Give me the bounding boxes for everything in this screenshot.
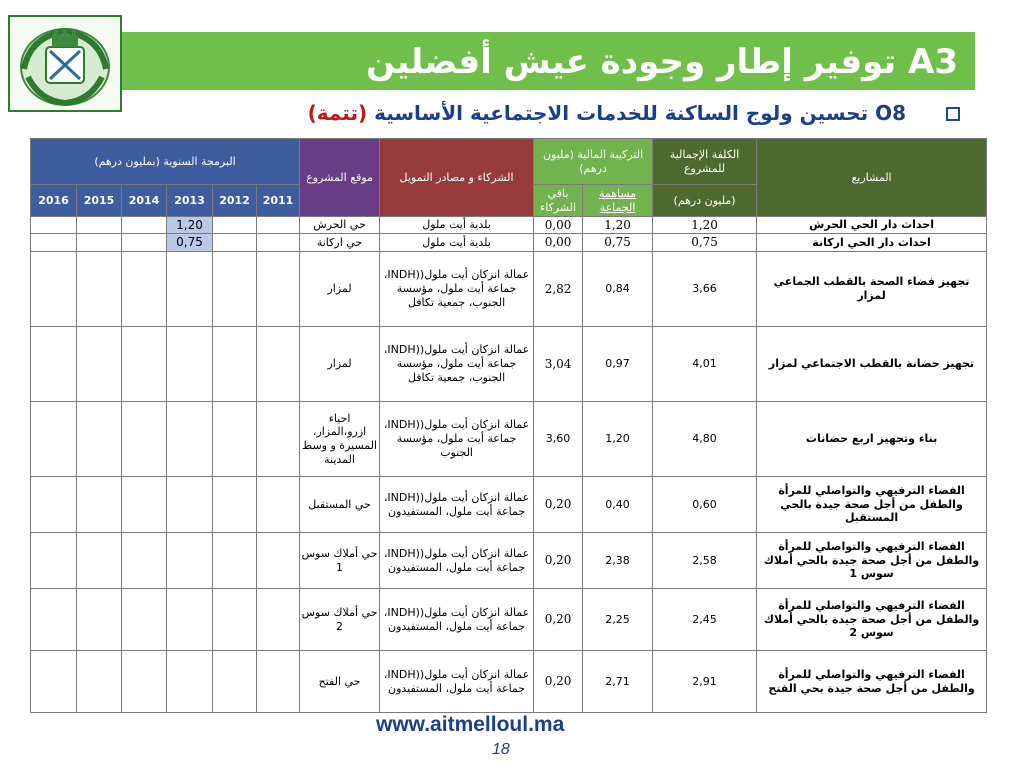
table-row	[31, 402, 987, 477]
cell-project: الفضاء الترفيهي والتواصلي للمرأة والطفل من أجل صحة جيدة بحي الفتح	[757, 651, 987, 713]
table-row	[31, 252, 987, 327]
cell-location: حي أملاك سوس 1	[300, 533, 380, 589]
cell-partners: 0,20	[534, 651, 583, 713]
cell-commune: 1,20	[583, 402, 653, 477]
cell-sources: عمالة انزكان أيت ملول((INDH، جماعة أيت ملول، مؤسسة الجنوب	[380, 402, 534, 477]
cell-location: حي الحرش	[300, 217, 380, 234]
cell-2011	[257, 533, 300, 589]
header-year-2014: 2014	[122, 185, 167, 217]
cell-project: تجهيز حضانة بالقطب الاجتماعي لمزار	[757, 327, 987, 402]
cell-2011	[257, 234, 300, 252]
cell-partners: 0,20	[534, 477, 583, 533]
cell-total: 4,80	[653, 402, 757, 477]
cell-2015	[77, 533, 122, 589]
page-title: A3 توفير إطار وجودة عيش أفضلين	[366, 42, 958, 82]
cell-2016	[31, 217, 77, 234]
cell-location: حي اركانة	[300, 234, 380, 252]
cell-total: 0,75	[653, 234, 757, 252]
cell-2014	[122, 477, 167, 533]
cell-2011	[257, 477, 300, 533]
table-row	[31, 217, 987, 234]
cell-2013	[167, 477, 213, 533]
cell-2011	[257, 651, 300, 713]
cell-sources: عمالة انزكان أيت ملول((INDH، جماعة أيت ملول، المستفيدون	[380, 533, 534, 589]
cell-sources: عمالة انزكان أيت ملول((INDH، جماعة أيت ملول، المستفيدون	[380, 651, 534, 713]
subtitle-main: O8 تحسين ولوج الساكنة للخدمات الاجتماعية الأساسية	[374, 101, 906, 125]
cell-2015	[77, 327, 122, 402]
cell-project: الفضاء الترفيهي والتواصلي للمرأة والطفل من أجل صحة جيدة بالحي أملاك سوس 1	[757, 533, 987, 589]
cell-2011	[257, 327, 300, 402]
header-commune-contrib: مساهمة الجماعة	[583, 185, 653, 217]
cell-2012	[213, 402, 257, 477]
cell-commune: 2,25	[583, 589, 653, 651]
checkbox-bullet-icon	[946, 107, 960, 121]
cell-commune: 2,38	[583, 533, 653, 589]
header-financing: التركيبة المالية (مليون درهم)	[534, 139, 653, 185]
header-programming: البرمجة السنوية (بمليون درهم)	[31, 139, 300, 185]
header-year-2015: 2015	[77, 185, 122, 217]
cell-2012	[213, 533, 257, 589]
cell-project: الفضاء الترفيهي والتواصلي للمرأة والطفل من أجل صحة جيدة بالحي أملاك سوس 2	[757, 589, 987, 651]
cell-2013	[167, 533, 213, 589]
cell-sources: عمالة انزكان أيت ملول((INDH، جماعة أيت ملول، مؤسسة الجنوب، جمعية تكافل	[380, 252, 534, 327]
cell-commune: 1,20	[583, 217, 653, 234]
table-row	[31, 234, 987, 252]
cell-commune: 2,71	[583, 651, 653, 713]
cell-2015	[77, 252, 122, 327]
cell-2016	[31, 589, 77, 651]
cell-commune: 0,75	[583, 234, 653, 252]
section-subtitle	[308, 98, 906, 128]
cell-total: 2,91	[653, 651, 757, 713]
cell-2016	[31, 477, 77, 533]
cell-2012	[213, 217, 257, 234]
cell-project: بناء وتجهيز اربع حضانات	[757, 402, 987, 477]
cell-2014	[122, 402, 167, 477]
header-total-cost-unit: (مليون درهم)	[653, 185, 757, 217]
cell-location: حي الفتح	[300, 651, 380, 713]
cell-2014	[122, 234, 167, 252]
cell-partners: 0,20	[534, 533, 583, 589]
cell-total: 1,20	[653, 217, 757, 234]
cell-2012	[213, 589, 257, 651]
cell-location: احياء ازرو،المزار، المسيرة و وسط المدينة	[300, 402, 380, 477]
cell-sources: عمالة انزكان أيت ملول((INDH، جماعة أيت ملول، المستفيدون	[380, 477, 534, 533]
cell-2013	[167, 402, 213, 477]
cell-2016	[31, 234, 77, 252]
table-row	[31, 651, 987, 713]
cell-partners: 0,20	[534, 589, 583, 651]
cell-2014	[122, 651, 167, 713]
cell-2014	[122, 327, 167, 402]
table-row	[31, 533, 987, 589]
cell-2012	[213, 651, 257, 713]
header-year-2013: 2013	[167, 185, 213, 217]
cell-2011	[257, 217, 300, 234]
municipal-emblem-icon	[8, 15, 122, 112]
cell-total: 2,45	[653, 589, 757, 651]
cell-2013	[167, 651, 213, 713]
header-year-2011: 2011	[257, 185, 300, 217]
cell-2014	[122, 217, 167, 234]
projects-table	[30, 138, 987, 713]
cell-total: 0,60	[653, 477, 757, 533]
cell-partners: 3,60	[534, 402, 583, 477]
cell-2016	[31, 402, 77, 477]
cell-2011	[257, 402, 300, 477]
cell-2015	[77, 402, 122, 477]
cell-project: تجهيز فضاء الصحة بالقطب الجماعي لمزار	[757, 252, 987, 327]
cell-sources: بلدية أيت ملول	[380, 234, 534, 252]
page-number: 18	[492, 741, 510, 758]
cell-2014	[122, 533, 167, 589]
cell-partners: 2,82	[534, 252, 583, 327]
header-partners-rest: باقي الشركاء	[534, 185, 583, 217]
cell-sources: عمالة انزكان أيت ملول((INDH، جماعة أيت ملول، المستفيدون	[380, 589, 534, 651]
cell-partners: 0,00	[534, 217, 583, 234]
cell-partners: 3,04	[534, 327, 583, 402]
table-row	[31, 589, 987, 651]
cell-commune: 0,40	[583, 477, 653, 533]
cell-2013	[167, 327, 213, 402]
cell-total: 2,58	[653, 533, 757, 589]
cell-2011	[257, 252, 300, 327]
cell-2015	[77, 651, 122, 713]
subtitle-continued: (تتمة)	[307, 101, 368, 125]
website-link[interactable]: www.aitmelloul.ma	[376, 713, 565, 736]
cell-sources: بلدية أيت ملول	[380, 217, 534, 234]
cell-2014	[122, 589, 167, 651]
header-projects: المشاريع	[757, 139, 987, 217]
cell-2013	[167, 252, 213, 327]
cell-2014	[122, 252, 167, 327]
cell-2016	[31, 252, 77, 327]
cell-2013: 1,20	[167, 217, 213, 234]
cell-location: حي أملاك سوس 2	[300, 589, 380, 651]
cell-2015	[77, 477, 122, 533]
cell-2012	[213, 234, 257, 252]
cell-commune: 0,84	[583, 252, 653, 327]
cell-2013: 0,75	[167, 234, 213, 252]
table-row	[31, 327, 987, 402]
cell-2012	[213, 252, 257, 327]
header-total-cost: الكلفة الإجمالية للمشروع	[653, 139, 757, 185]
cell-location: حي المستقبل	[300, 477, 380, 533]
cell-total: 3,66	[653, 252, 757, 327]
cell-project: احداث دار الحي الحرش	[757, 217, 987, 234]
cell-sources: عمالة انزكان أيت ملول((INDH، جماعة أيت ملول، مؤسسة الجنوب، جمعية تكافل	[380, 327, 534, 402]
header-location: موقع المشروع	[300, 139, 380, 217]
cell-2012	[213, 327, 257, 402]
cell-2015	[77, 589, 122, 651]
table-row	[31, 477, 987, 533]
header-year-2016: 2016	[31, 185, 77, 217]
cell-2013	[167, 589, 213, 651]
cell-2016	[31, 327, 77, 402]
cell-2015	[77, 217, 122, 234]
header-year-2012: 2012	[213, 185, 257, 217]
cell-total: 4,01	[653, 327, 757, 402]
cell-2016	[31, 533, 77, 589]
cell-location: لمزار	[300, 327, 380, 402]
cell-partners: 0,00	[534, 234, 583, 252]
cell-2011	[257, 589, 300, 651]
cell-project: احداث دار الحي اركانة	[757, 234, 987, 252]
cell-location: لمزار	[300, 252, 380, 327]
cell-project: الفضاء الترفيهي والتواصلي للمرأة والطفل من أجل صحة جيدة بالحي المستقبل	[757, 477, 987, 533]
cell-2012	[213, 477, 257, 533]
cell-2016	[31, 651, 77, 713]
header-partners-sources: الشركاء و مصادر التمويل	[380, 139, 534, 217]
cell-2015	[77, 234, 122, 252]
cell-commune: 0,97	[583, 327, 653, 402]
